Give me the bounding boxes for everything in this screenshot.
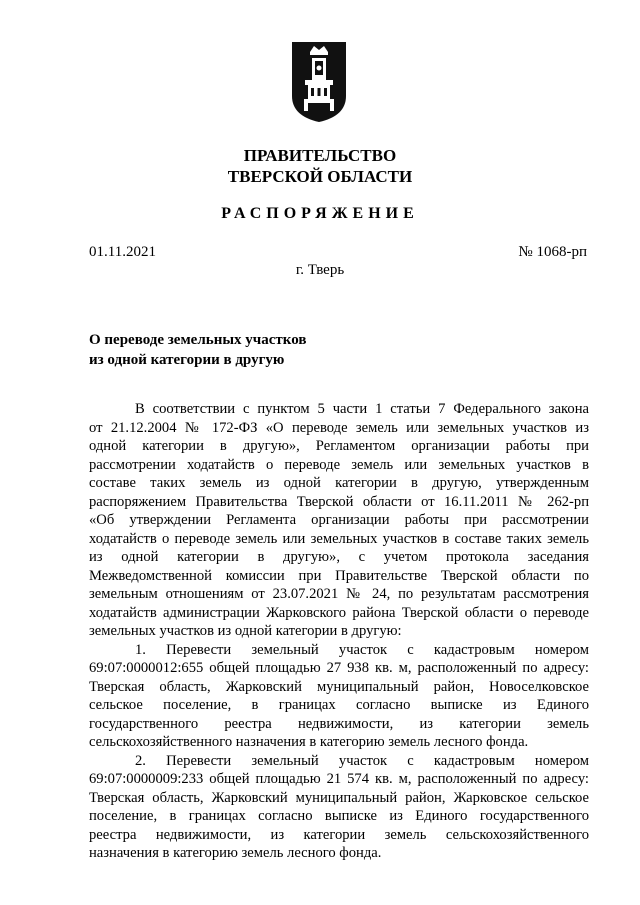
body-line: от 21.12.2004 № 172-ФЗ «О переводе земель или земельных участков из [89,419,589,436]
body-line: государственного реестра недвижимости, из категории земель [89,715,589,732]
body-line: Межведомственной комиссии при Правительстве Тверской области по [89,567,589,584]
body-line: одной категории в другую», Регламентом организации работы при [89,438,589,454]
body-line: ходатайств администрации Жарковского района Тверской области о переводе [89,604,589,621]
body-line: распоряжением Правительства Тверской области от 16.11.2011 № 262-рп [89,493,589,510]
body-line: «Об утверждении Регламента организации работы при рассмотрении [89,512,589,528]
body-line: земельных участков из одной категории в другую: [89,623,402,639]
body-line: Тверская область, Жарковский муниципальный район, Жарковское сельское [89,789,589,806]
body-line: 69:07:0000012:655 общей площадью 27 938 кв. м, расположенный по адресу: [89,660,589,676]
body-line: земельным отношениям от 23.07.2021 № 24, по результатам рассмотрения [89,586,589,602]
body-line: В соответствии с пунктом 5 части 1 статьи 7 Федерального закона [135,401,589,417]
body-line: сельское поселение, в границах согласно выписке из Единого [89,697,589,713]
body-line: ходатайств о переводе земель или земельных участков в составе таких земель [89,530,589,547]
body-line: 2. Перевести земельный участок с кадастровым номером [135,752,589,769]
body-line: назначения в категорию земель лесного фонда. [89,845,382,861]
body-line: рассмотрении ходатайств о переводе земель или земельных участков в [89,456,589,473]
document-number: № 1068-рп [518,244,587,260]
subject-line: из одной категории в другую [89,352,285,368]
tver-coat-of-arms-icon [290,40,348,124]
body-line: 69:07:0000009:233 общей площадью 21 574 кв. м, расположенный по адресу: [89,771,589,787]
body-line: поселение, в границах согласно выписке из Единого государственного [89,808,589,824]
document-type-title: РАСПОРЯЖЕНИЕ [221,205,419,222]
document-subject [89,330,389,370]
body-line: сельскохозяйственного назначения в категорию земель лесного фонда. [89,734,529,750]
body-line: составе таких земель из одной категории в другую, утвержденным [89,475,589,491]
body-line: Тверская область, Жарковский муниципальный район, Новоселковское [89,678,589,695]
body-line: реестра недвижимости, из категории земель сельскохозяйственного [89,826,589,843]
body-line: из одной категории в другую», с учетом протокола заседания [89,549,589,565]
org-name-line1: ПРАВИТЕЛЬСТВО [243,146,397,165]
org-name-line2: ТВЕРСКОЙ ОБЛАСТИ [227,167,413,186]
subject-line: О переводе земельных участков [89,332,307,348]
document-body [89,400,589,863]
document-date: 01.11.2021 [89,244,156,260]
body-line: 1. Перевести земельный участок с кадастровым номером [135,641,589,658]
document-city: г. Тверь [295,262,345,278]
